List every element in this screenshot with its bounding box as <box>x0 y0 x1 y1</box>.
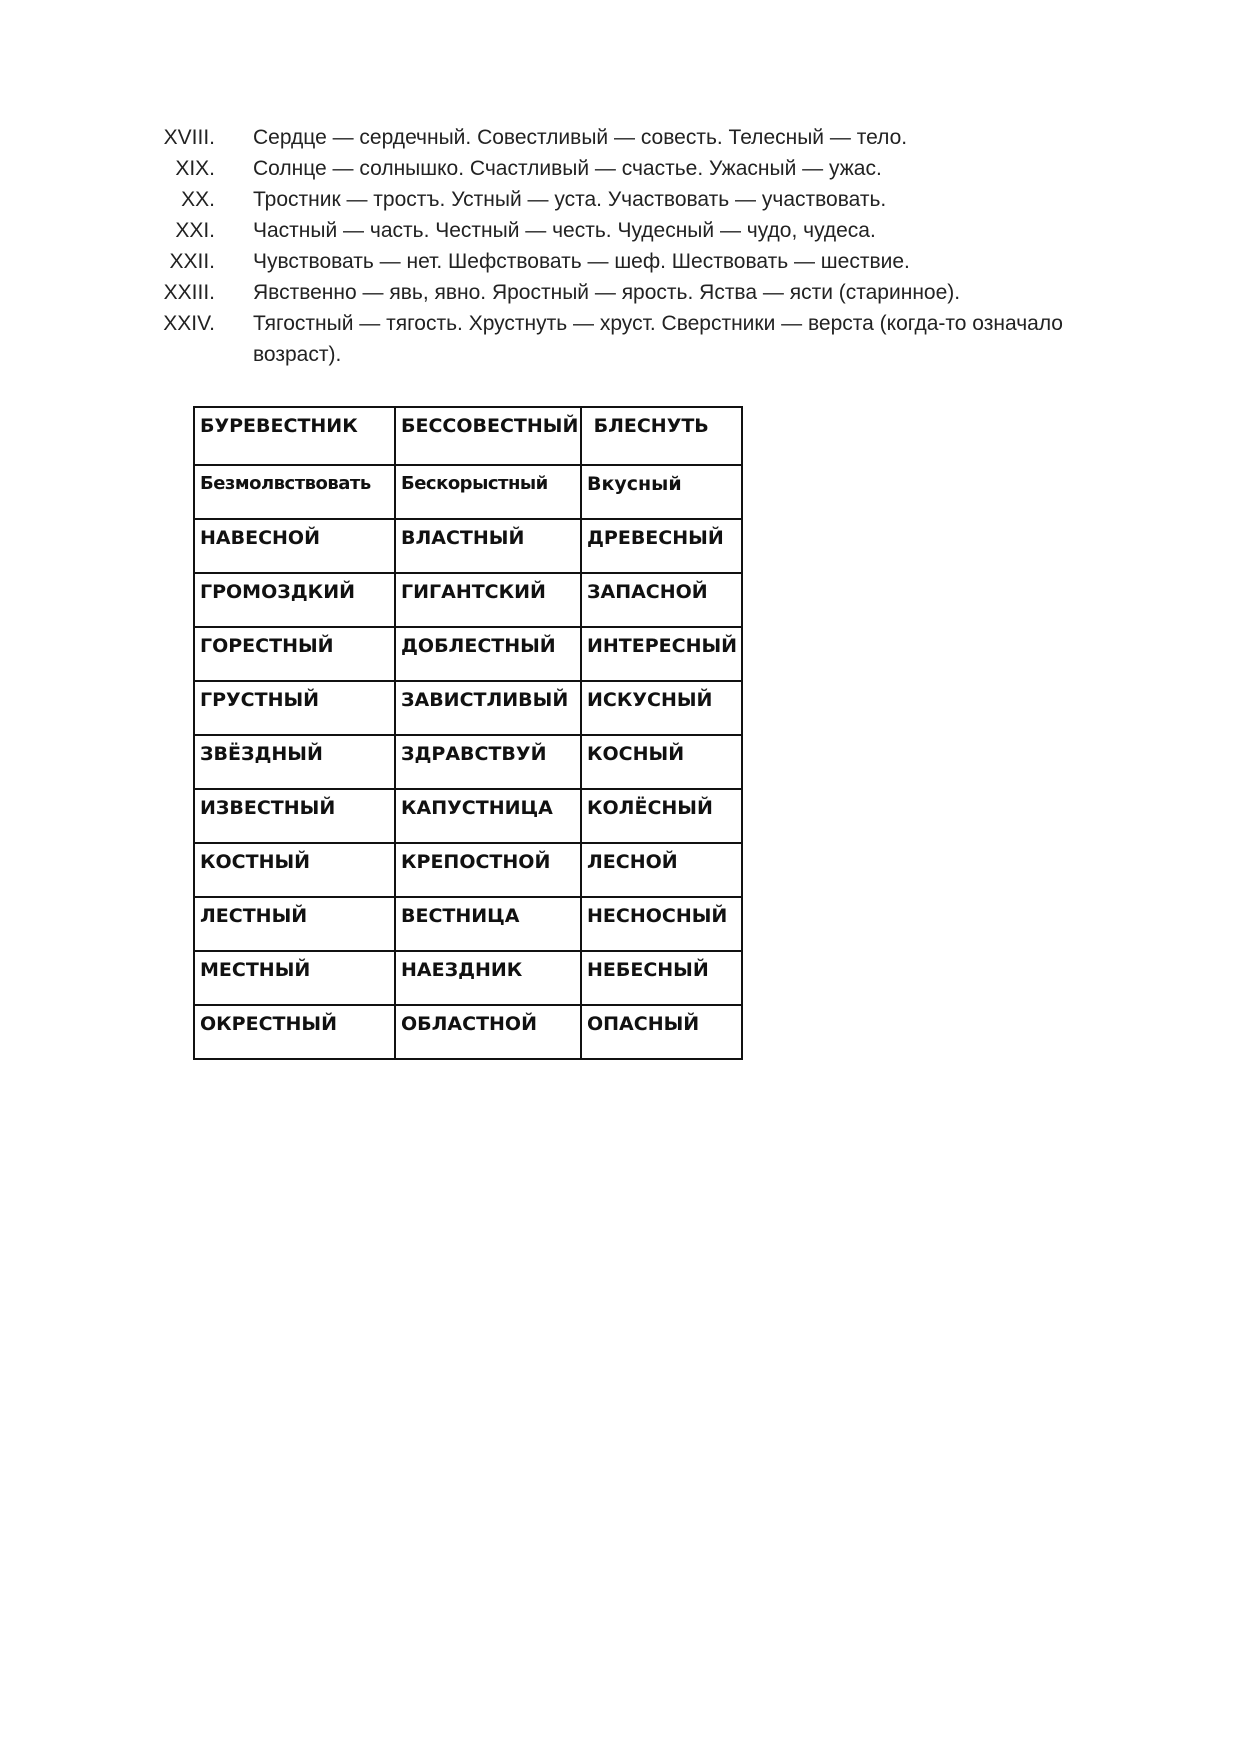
table-cell: КАПУСТНИЦА <box>395 789 581 843</box>
list-item <box>150 153 1130 184</box>
list-numeral: XVIII. <box>163 126 215 149</box>
numbered-list <box>150 122 1130 370</box>
list-numeral: XX. <box>181 188 215 211</box>
table-row <box>194 789 742 843</box>
table-row <box>194 407 742 465</box>
list-text: Тростник — тростъ. Устный — уста. Участвовать — участвовать. <box>253 188 887 211</box>
table-row <box>194 519 742 573</box>
table-cell: КОЛЁСНЫЙ <box>581 789 742 843</box>
table-cell: ЛЕСНОЙ <box>581 843 742 897</box>
list-text: Явственно — явь, явно. Яростный — ярость. Яства — ясти (старинное). <box>253 281 961 304</box>
table-cell: КОСНЫЙ <box>581 735 742 789</box>
table-cell: НЕБЕСНЫЙ <box>581 951 742 1005</box>
list-numeral: XXIV. <box>163 312 215 335</box>
table-cell: Бескорыстный <box>395 465 581 519</box>
table-cell: НЕСНОСНЫЙ <box>581 897 742 951</box>
table-cell: ГРОМОЗДКИЙ <box>194 573 395 627</box>
table-cell: ГИГАНТСКИЙ <box>395 573 581 627</box>
table-cell: ГРУСТНЫЙ <box>194 681 395 735</box>
table-cell: ЛЕСТНЫЙ <box>194 897 395 951</box>
table-row <box>194 627 742 681</box>
table-row <box>194 1005 742 1059</box>
list-item <box>150 122 1130 153</box>
list-text: Чувствовать — нет. Шефствовать — шеф. Шествовать — шествие. <box>253 250 910 273</box>
table-cell: ОКРЕСТНЫЙ <box>194 1005 395 1059</box>
table-cell: ЗАВИСТЛИВЫЙ <box>395 681 581 735</box>
table-cell: НАВЕСНОЙ <box>194 519 395 573</box>
table-cell: КОСТНЫЙ <box>194 843 395 897</box>
list-item <box>150 246 1130 277</box>
table-cell: ЗДРАВСТВУЙ <box>395 735 581 789</box>
table-row <box>194 843 742 897</box>
table-row <box>194 681 742 735</box>
table-cell: БУРЕВЕСТНИК <box>194 407 395 465</box>
table-row <box>194 573 742 627</box>
table-cell: ОПАСНЫЙ <box>581 1005 742 1059</box>
table-cell: Вкусный <box>581 465 742 519</box>
table-cell: ГОРЕСТНЫЙ <box>194 627 395 681</box>
table-cell: БЛЕСНУТЬ <box>581 407 742 465</box>
table-cell: ВЕСТНИЦА <box>395 897 581 951</box>
word-table <box>193 406 743 1060</box>
table-cell: ЗВЁЗДНЫЙ <box>194 735 395 789</box>
list-item <box>150 277 1130 308</box>
list-item <box>150 215 1130 246</box>
list-item <box>150 308 1130 370</box>
table-cell: Безмолвствовать <box>194 465 395 519</box>
table-row <box>194 465 742 519</box>
table-cell: ДОБЛЕСТНЫЙ <box>395 627 581 681</box>
list-text: Тягостный — тягость. Хрустнуть — хруст. Сверстники — верста (когда-то означало возраст). <box>253 312 1063 366</box>
table-row <box>194 897 742 951</box>
list-numeral: XXI. <box>175 219 215 242</box>
table-cell: ИНТЕРЕСНЫЙ <box>581 627 742 681</box>
table-cell: ОБЛАСТНОЙ <box>395 1005 581 1059</box>
table-cell: ВЛАСТНЫЙ <box>395 519 581 573</box>
list-text: Частный — часть. Честный — честь. Чудесный — чудо, чудеса. <box>253 219 876 242</box>
table-cell: НАЕЗДНИК <box>395 951 581 1005</box>
list-text: Солнце — солнышко. Счастливый — счастье. Ужасный — ужас. <box>253 157 882 180</box>
table-row <box>194 951 742 1005</box>
table-cell: ЗАПАСНОЙ <box>581 573 742 627</box>
table-cell: ИСКУСНЫЙ <box>581 681 742 735</box>
table-cell: КРЕПОСТНОЙ <box>395 843 581 897</box>
table-cell: ИЗВЕСТНЫЙ <box>194 789 395 843</box>
table-cell: ДРЕВЕСНЫЙ <box>581 519 742 573</box>
list-item <box>150 184 1130 215</box>
list-numeral: XXII. <box>169 250 215 273</box>
list-numeral: XIX. <box>175 157 215 180</box>
list-text: Сердце — сердечный. Совестливый — совесть. Телесный — тело. <box>253 126 908 149</box>
table-cell: МЕСТНЫЙ <box>194 951 395 1005</box>
list-numeral: XXIII. <box>163 281 215 304</box>
table-cell: БЕССОВЕСТНЫЙ <box>395 407 581 465</box>
table-row <box>194 735 742 789</box>
